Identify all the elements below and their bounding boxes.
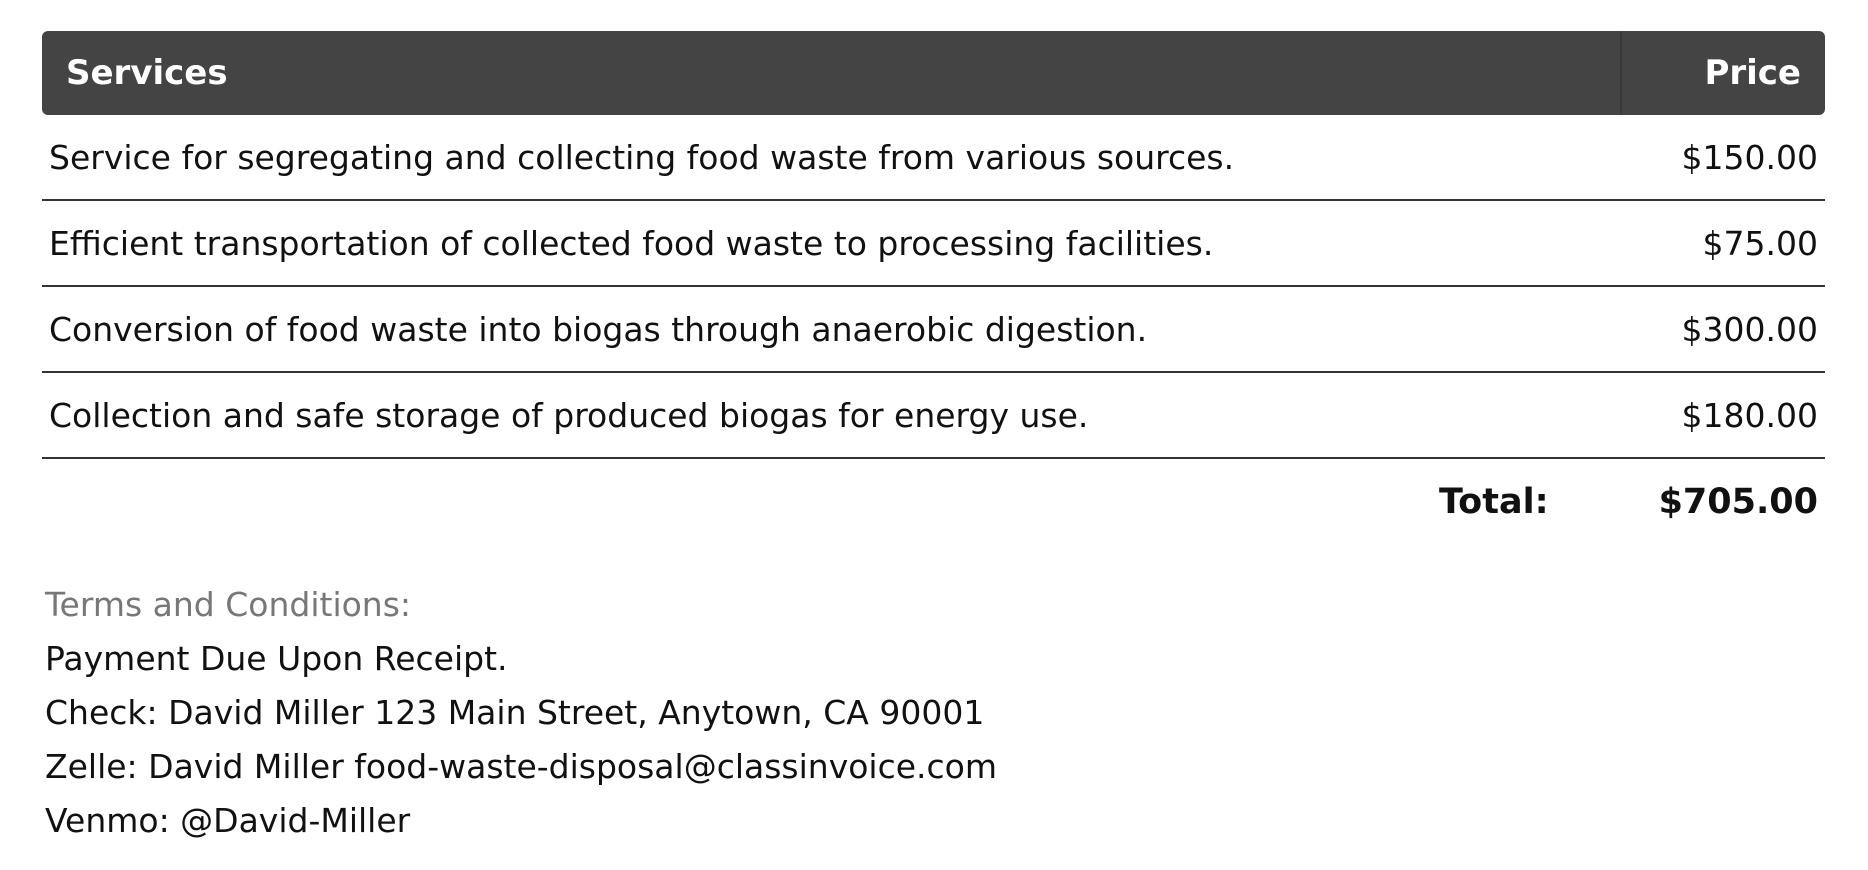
terms-line-venmo: Venmo: @David-Miller xyxy=(45,801,411,840)
terms-line-zelle: Zelle: David Miller food-waste-disposal@classinvoice.com xyxy=(45,747,998,786)
services-table xyxy=(42,31,1825,545)
service-price: $75.00 xyxy=(1702,223,1818,263)
total-value: $705.00 xyxy=(1658,482,1818,522)
price-column-header: Price xyxy=(1620,31,1825,115)
service-price: $150.00 xyxy=(1681,137,1818,177)
service-description: Service for segregating and collecting food waste from various sources. xyxy=(49,137,1235,177)
service-price: $300.00 xyxy=(1681,309,1818,349)
table-row xyxy=(42,287,1825,373)
terms-title: Terms and Conditions: xyxy=(45,585,412,624)
table-row xyxy=(42,373,1825,459)
terms-line-check: Check: David Miller 123 Main Street, Anytown, CA 90001 xyxy=(45,693,985,732)
terms-section xyxy=(45,578,997,848)
service-description: Conversion of food waste into biogas through anaerobic digestion. xyxy=(49,309,1148,349)
terms-line-payment: Payment Due Upon Receipt. xyxy=(45,639,508,678)
total-row xyxy=(42,459,1825,545)
service-description: Collection and safe storage of produced biogas for energy use. xyxy=(49,395,1089,435)
total-label: Total: xyxy=(1438,482,1549,522)
service-price: $180.00 xyxy=(1681,395,1818,435)
table-row xyxy=(42,201,1825,287)
table-row xyxy=(42,115,1825,201)
table-header xyxy=(42,31,1825,115)
service-description: Efficient transportation of collected food waste to processing facilities. xyxy=(49,223,1214,263)
services-column-header: Services xyxy=(66,53,228,93)
